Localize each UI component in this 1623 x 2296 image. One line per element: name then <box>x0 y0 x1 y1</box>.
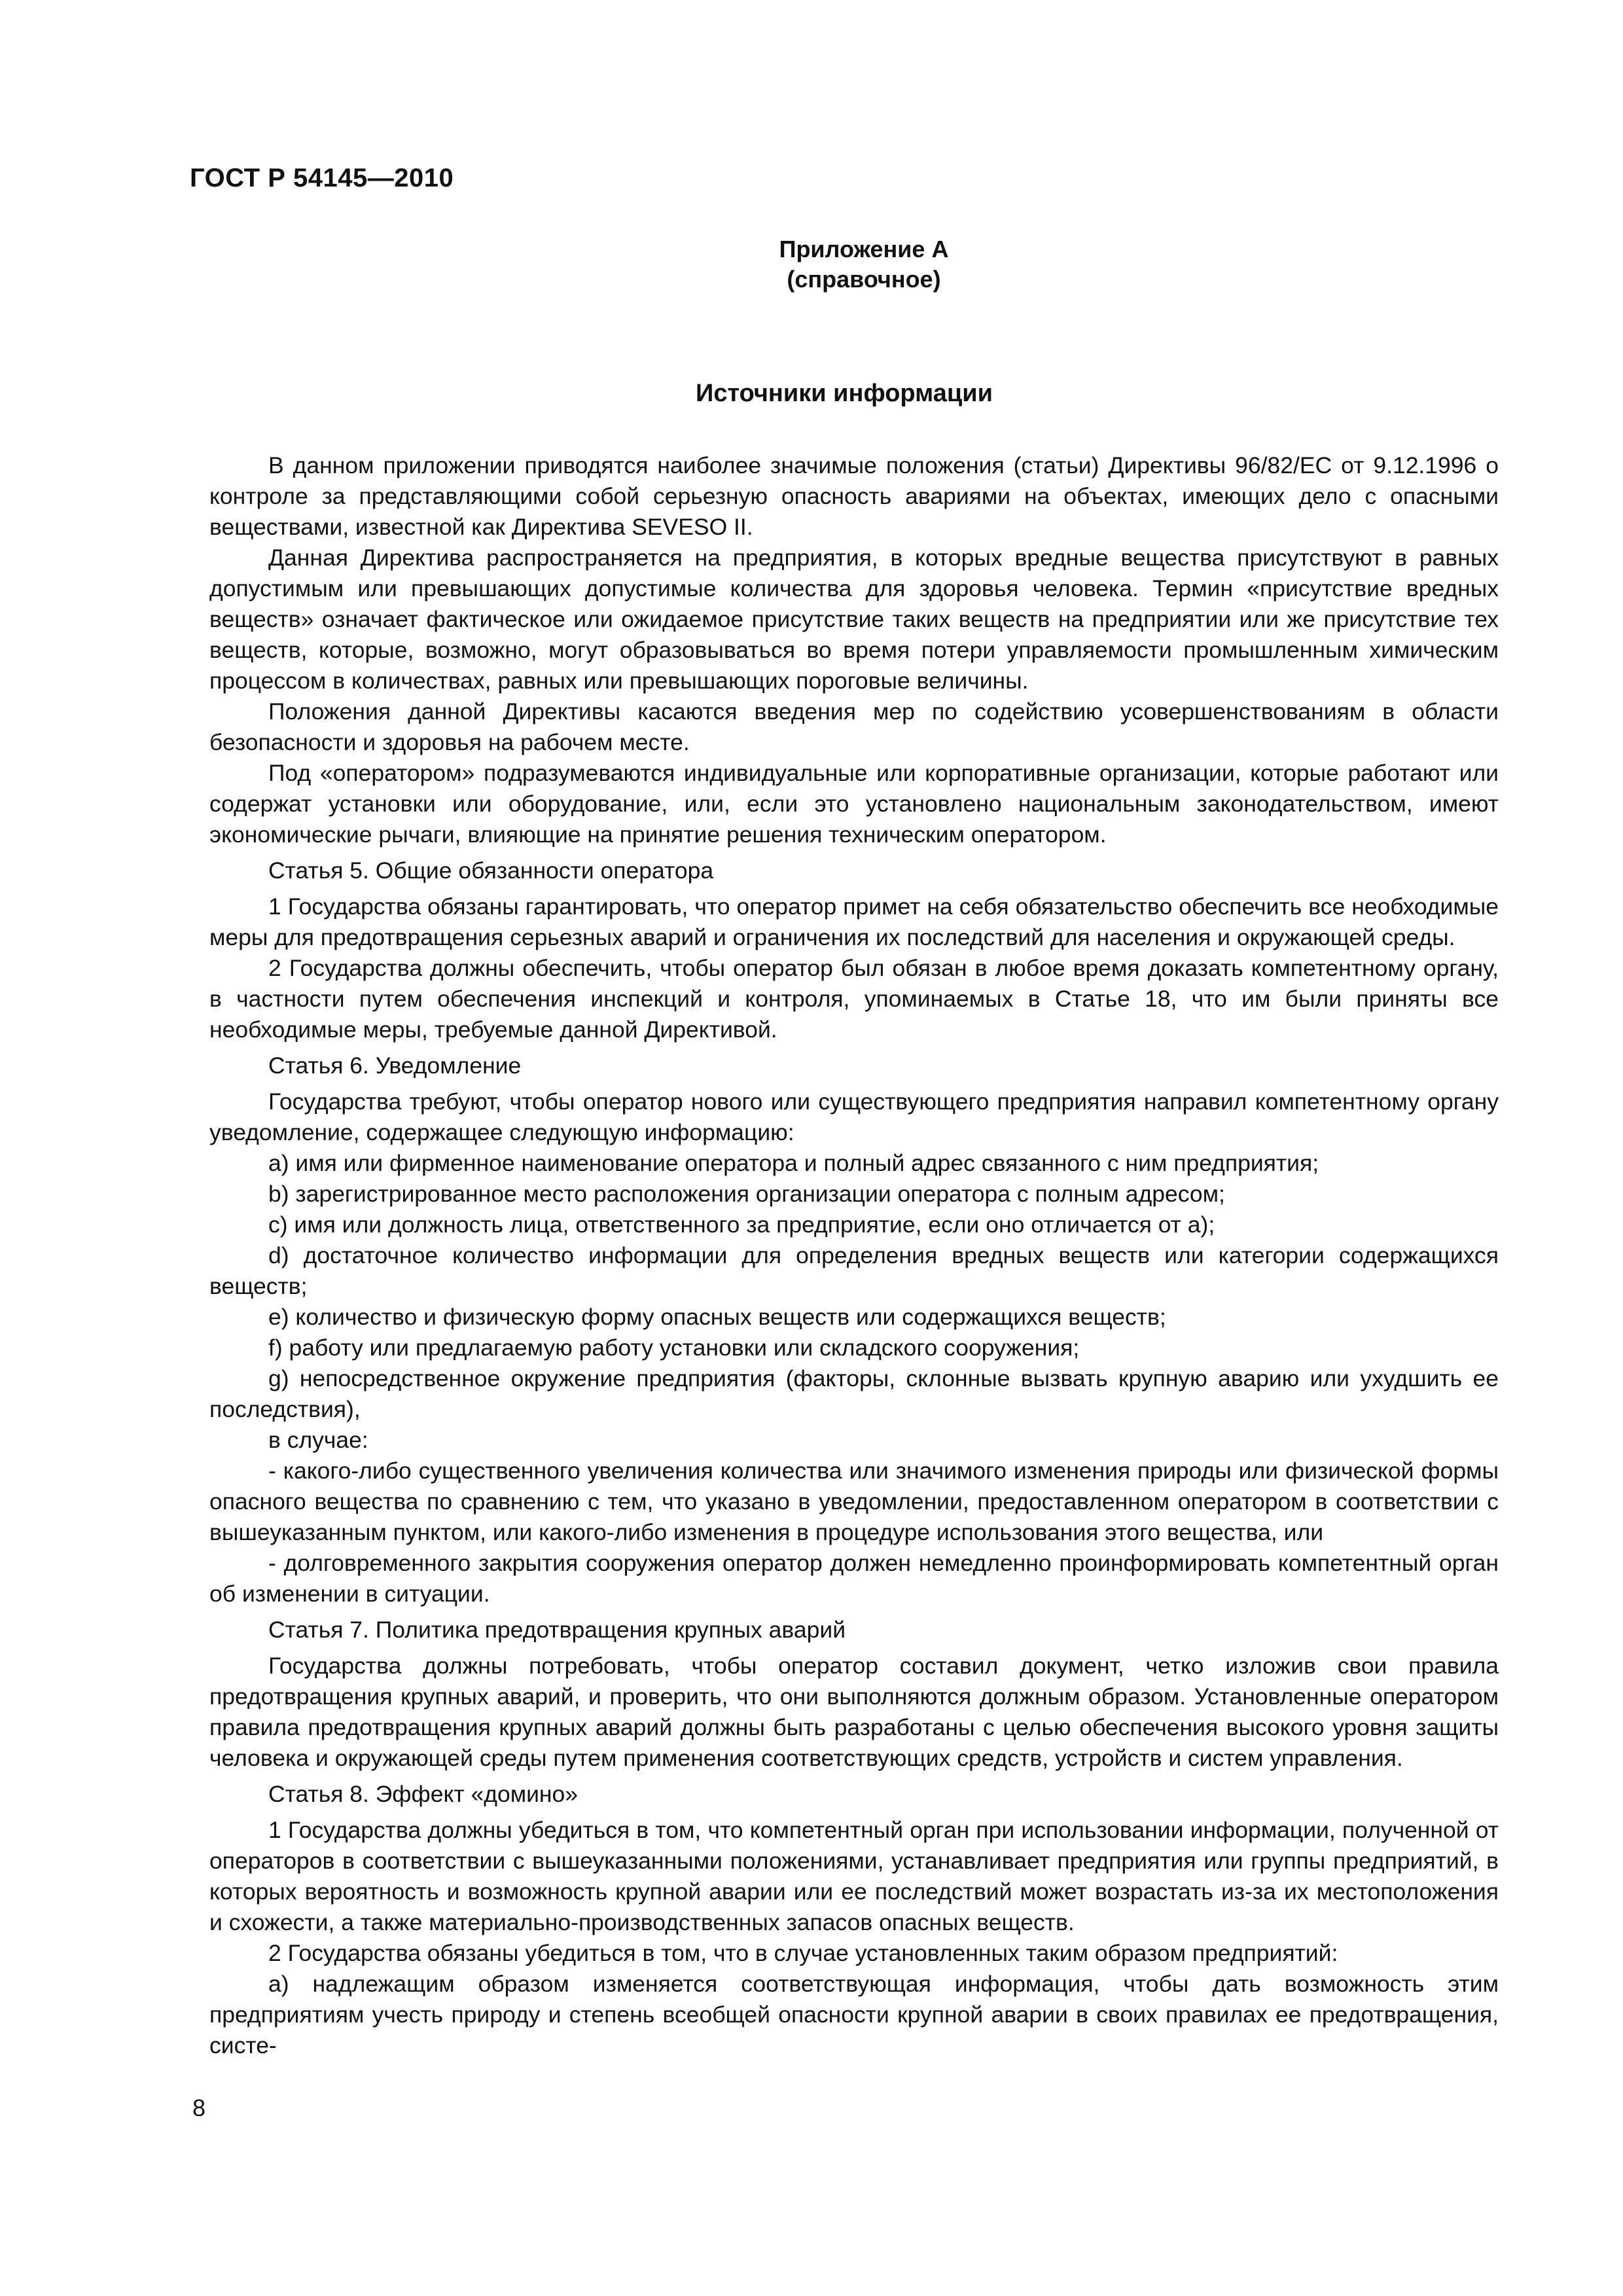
list-item: a) надлежащим образом изменяется соответствующая информация, чтобы дать возможность этим предприятиям учесть природу и степень всеобщей опасности крупной аварии в своих правилах ее предотвращения, систе- <box>209 1971 1499 2058</box>
paragraph: В данном приложении приводятся наиболее значимые положения (статьи) Директивы 96/82/ЕС от 9.12.1996 о контроле за представляющими собой серьезную опасность авариями на объектах, имеющих дело с опасными веществами, известной как Директива SEVESO II. <box>209 452 1499 540</box>
paragraph: Государства требуют, чтобы оператор нового или существующего предприятия направил компетентному органу уведомление, содержащее следующую информацию: <box>209 1088 1499 1145</box>
paragraph: 1 Государства должны убедиться в том, что компетентный орган при использовании информации, полученной от операторов в соответствии с вышеуказанными положениями, устанавливает предприятия или группы предприятий, в которых вероятность и возможность крупной аварии или ее последствий может возрастать из-за их местоположения и схожести, а также материально-производственных запасов опасных веществ. <box>209 1817 1499 1935</box>
list-item: - долговременного закрытия сооружения оператор должен немедленно проинформировать компетентный орган об изменении в ситуации. <box>209 1550 1499 1607</box>
document-body <box>209 450 1499 2061</box>
appendix-title: Приложение А <box>779 236 949 262</box>
list-item: a) имя или фирменное наименование оператора и полный адрес связанного с ним предприятия; <box>268 1150 1319 1176</box>
article-heading: Статья 5. Общие обязанности оператора <box>268 857 714 884</box>
paragraph: в случае: <box>268 1427 368 1453</box>
paragraph: 2 Государства обязаны убедиться в том, что в случае установленных таким образом предприятий: <box>268 1940 1338 1966</box>
paragraph: Данная Директива распространяется на предприятия, в которых вредные вещества присутствуют в равных допустимым или превышающих допустимые количества для здоровья человека. Термин «присутствие вредных веществ» означает фактическое или ожидаемое присутствие таких веществ на предприятии или же присутствие тех веществ, которые, возможно, могут образовываться во время потери управляемости промышленным химическим процессом в количествах, равных или превышающих пороговые величины. <box>209 545 1499 694</box>
article-heading: Статья 6. Уведомление <box>268 1052 522 1079</box>
page-number: 8 <box>192 2094 206 2121</box>
article-heading: Статья 7. Политика предотвращения крупных аварий <box>268 1617 846 1643</box>
list-item: d) достаточное количество информации для определения вредных веществ или категории содержащихся веществ; <box>209 1242 1499 1299</box>
paragraph: 1 Государства обязаны гарантировать, что оператор примет на себя обязательство обеспечить все необходимые меры для предотвращения серьезных аварий и ограничения их последствий для населения и окружающей среды. <box>209 893 1499 950</box>
paragraph: Положения данной Директивы касаются введения мер по содействию усовершенствованиям в области безопасности и здоровья на рабочем месте. <box>209 698 1499 755</box>
section-title: Источники информации <box>696 380 993 407</box>
list-item: f) работу или предлагаемую работу установки или складского сооружения; <box>268 1335 1080 1361</box>
list-item: e) количество и физическую форму опасных веществ или содержащихся веществ; <box>268 1304 1166 1330</box>
document-header: ГОСТ Р 54145—2010 <box>190 164 454 192</box>
list-item: g) непосредственное окружение предприятия (факторы, склонные вызвать крупную аварию или ухудшить ее последствия), <box>209 1365 1499 1422</box>
list-item: c) имя или должность лица, ответственного за предприятие, если оно отличается от a); <box>268 1211 1215 1238</box>
paragraph: Государства должны потребовать, чтобы оператор составил документ, четко изложив свои правила предотвращения крупных аварий, и проверить, что они выполняются должным образом. Установленные оператором правила предотвращения крупных аварий должны быть разработаны с целью обеспечения высокого уровня защиты человека и окружающей среды путем применения соответствующих средств, устройств и систем управления. <box>209 1653 1499 1771</box>
list-item: b) зарегистрированное место расположения организации оператора с полным адресом; <box>268 1181 1225 1207</box>
appendix-type: (справочное) <box>787 266 941 293</box>
appendix-label <box>746 234 982 295</box>
list-item: - какого-либо существенного увеличения количества или значимого изменения природы или физической формы опасного вещества по сравнению с тем, что указано в уведомлении, предоставленном оператором в соответствии с вышеуказанным пунктом, или какого-либо изменения в процедуре использования этого вещества, или <box>209 1458 1499 1545</box>
paragraph: 2 Государства должны обеспечить, чтобы оператор был обязан в любое время доказать компетентному органу, в частности путем обеспечения инспекций и контроля, упоминаемых в Статье 18, что им были приняты все необходимые меры, требуемые данной Директивой. <box>209 955 1499 1043</box>
article-heading: Статья 8. Эффект «домино» <box>268 1781 579 1807</box>
paragraph: Под «оператором» подразумеваются индивидуальные или корпоративные организации, которые работают или содержат установки или оборудование, или, если это установлено национальным законодательством, имеют экономические рычаги, влияющие на принятие решения техническим оператором. <box>209 760 1499 848</box>
